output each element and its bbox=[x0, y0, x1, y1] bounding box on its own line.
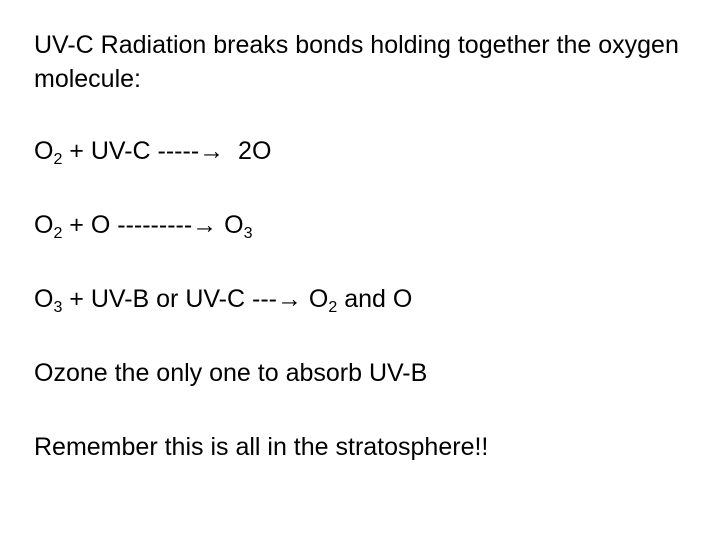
reaction-3-tail: and O bbox=[337, 285, 413, 313]
reaction-1 bbox=[34, 134, 694, 168]
note-ozone: Ozone the only one to absorb UV-B bbox=[34, 359, 428, 387]
reaction-2-text: + O --------- bbox=[62, 211, 193, 239]
reaction-2-product: O bbox=[217, 211, 244, 239]
arrow-icon: → bbox=[276, 285, 302, 313]
reaction-1-reactant-subscript: 2 bbox=[53, 151, 63, 168]
reaction-2-reactant-subscript: 2 bbox=[53, 225, 63, 242]
reaction-1-text: + UV-C ----- bbox=[62, 137, 200, 165]
reaction-3 bbox=[34, 282, 694, 316]
reaction-3-reactant: O bbox=[34, 285, 54, 313]
reaction-3-text: + UV-B or UV-C --- bbox=[62, 285, 277, 313]
reaction-3-product: O bbox=[301, 285, 329, 313]
reaction-2 bbox=[34, 208, 694, 242]
arrow-icon: → bbox=[199, 137, 225, 165]
reaction-1-product: 2O bbox=[224, 137, 272, 165]
intro-text: UV-C Radiation breaks bonds holding together the oxygen molecule: bbox=[34, 31, 679, 93]
note-stratosphere: Remember this is all in the stratosphere!! bbox=[34, 433, 489, 461]
reaction-3-product-subscript: 2 bbox=[328, 299, 338, 316]
reaction-3-reactant-subscript: 3 bbox=[53, 299, 63, 316]
slide-content bbox=[34, 28, 694, 464]
reaction-1-reactant: O bbox=[34, 137, 54, 165]
reaction-2-product-subscript: 3 bbox=[243, 225, 253, 242]
arrow-icon: → bbox=[192, 211, 218, 239]
reaction-2-reactant: O bbox=[34, 211, 54, 239]
